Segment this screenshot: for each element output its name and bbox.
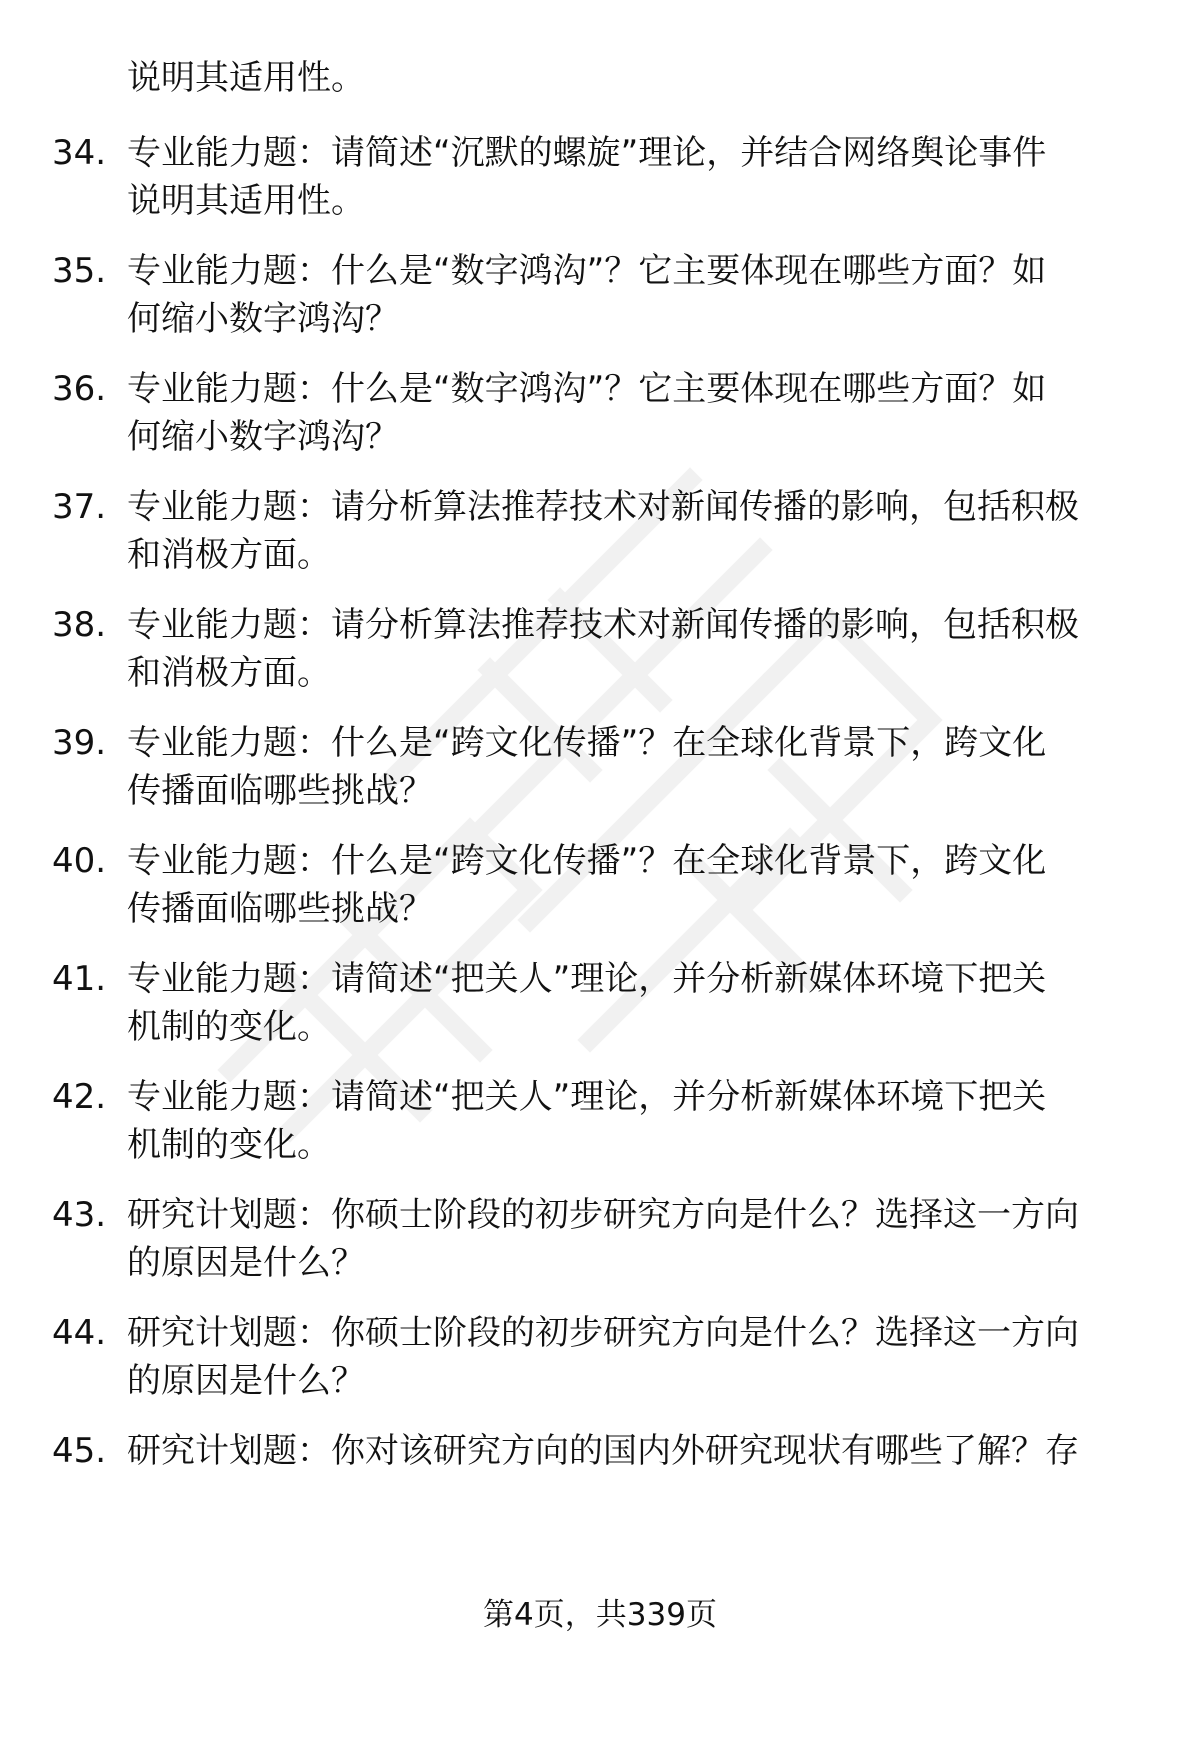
item-number: 34. [52,133,107,173]
continued-text-line: 说明其适用性。 [127,58,365,98]
item-text [127,601,1137,697]
item-text [127,365,1137,461]
item-line: 专业能力题：什么是“跨文化传播”？在全球化背景下，跨文化 [127,841,1047,881]
item-text [127,719,1137,815]
item-number: 43. [52,1195,107,1235]
item-number: 42. [52,1077,107,1117]
item-number: 38. [52,605,107,645]
item-line: 研究计划题：你硕士阶段的初步研究方向是什么？选择这一方向 [127,1195,1079,1235]
item-number: 44. [52,1313,107,1353]
item-number: 37. [52,487,107,527]
item-line: 说明其适用性。 [127,181,365,221]
item-line: 的原因是什么？ [127,1361,365,1401]
item-line: 的原因是什么？ [127,1243,365,1283]
item-line: 何缩小数字鸿沟？ [127,417,399,457]
item-line: 专业能力题：什么是“数字鸿沟”？它主要体现在哪些方面？如 [127,369,1047,409]
page-footer: 第4页，共339页 [483,1597,717,1633]
item-text [127,1309,1137,1405]
item-line: 专业能力题：什么是“跨文化传播”？在全球化背景下，跨文化 [127,723,1047,763]
item-text [127,955,1137,1051]
item-text [127,1191,1137,1287]
item-line: 专业能力题：什么是“数字鸿沟”？它主要体现在哪些方面？如 [127,251,1047,291]
item-line: 传播面临哪些挑战？ [127,771,433,811]
item-line: 专业能力题：请分析算法推荐技术对新闻传播的影响，包括积极 [127,605,1079,645]
item-line: 传播面临哪些挑战？ [127,889,433,929]
item-number: 35. [52,251,107,291]
item-line: 和消极方面。 [127,535,331,575]
item-text [127,837,1137,933]
item-text [127,1073,1137,1169]
item-number: 45. [52,1431,107,1471]
item-line: 专业能力题：请简述“把关人”理论，并分析新媒体环境下把关 [127,959,1047,999]
item-text [127,483,1137,579]
item-line: 专业能力题：请简述“沉默的螺旋”理论，并结合网络舆论事件 [127,133,1047,173]
item-number: 41. [52,959,107,999]
item-text [127,129,1137,225]
item-number: 39. [52,723,107,763]
item-text [127,247,1137,343]
item-line: 和消极方面。 [127,653,331,693]
item-line: 机制的变化。 [127,1125,331,1165]
item-number: 36. [52,369,107,409]
item-line: 研究计划题：你对该研究方向的国内外研究现状有哪些了解？存 [127,1431,1079,1471]
item-line: 专业能力题：请简述“把关人”理论，并分析新媒体环境下把关 [127,1077,1047,1117]
item-line: 何缩小数字鸿沟？ [127,299,399,339]
item-number: 40. [52,841,107,881]
item-line: 机制的变化。 [127,1007,331,1047]
item-line: 专业能力题：请分析算法推荐技术对新闻传播的影响，包括积极 [127,487,1079,527]
item-line: 研究计划题：你硕士阶段的初步研究方向是什么？选择这一方向 [127,1313,1079,1353]
item-text [127,1427,1137,1475]
